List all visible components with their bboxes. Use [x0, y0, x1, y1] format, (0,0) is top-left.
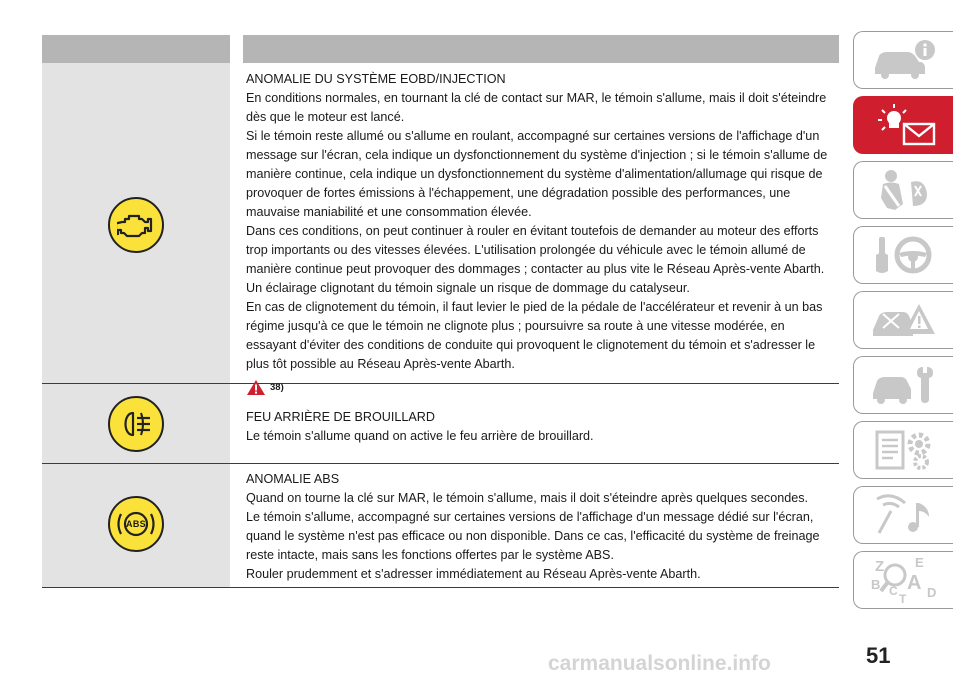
key-steering-wheel-icon [869, 233, 939, 277]
abs-icon-label: ABS [126, 519, 146, 529]
table-header-left [42, 35, 230, 63]
row-divider [42, 587, 839, 588]
abs-section [246, 470, 838, 584]
abs-title: ANOMALIE ABS [246, 472, 340, 486]
eobd-paragraph: En cas de clignotement du témoin, il faut levier le pied de la pédale de l'accélérateur et revenir à un bas régime jusqu'à ce que le témoin ne clignote plus ; poursuivre sa route à une vitesse modérée, en essayant d'éviter des conditions de conduite qui provoquent le clignotement du témoin et s'adresser le plus tôt possible au Réseau Après-vente Abarth. [246, 300, 823, 371]
rear-fog-light-icon [108, 396, 164, 452]
tab-warning-lights[interactable] [853, 96, 953, 154]
eobd-paragraph: Dans ces conditions, on peut continuer à rouler en évitant toutefois de demander au moteur des efforts trop importants ou des vitesses élevées. L'utilisation prolongée du véhicule avec le témoin allumé de manière continue peut provoquer des dommages ; contacter au plus vite le Réseau Après-vente Abarth. [246, 224, 825, 276]
multimedia-music-icon [869, 493, 939, 537]
table-header-right [243, 35, 839, 63]
abs-lamp-cell [42, 496, 230, 552]
tab-technical-data[interactable] [853, 421, 953, 479]
maintenance-wrench-icon [869, 363, 939, 407]
svg-text:B: B [870, 577, 880, 592]
svg-text:A: A [906, 572, 921, 594]
tab-emergency[interactable] [853, 291, 953, 349]
warning-triangle-icon [246, 379, 266, 396]
abs-paragraph: Quand on tourne la clé sur MAR, le témoin s'allume, mais il doit s'éteindre après quelques secondes. [246, 491, 809, 505]
eobd-title: ANOMALIE DU SYSTÈME EOBD/INJECTION [246, 72, 506, 86]
safety-seatbelt-airbag-icon [869, 168, 939, 212]
tab-safety[interactable] [853, 161, 953, 219]
svg-text:Z: Z [874, 558, 884, 575]
eobd-paragraph: Si le témoin reste allumé ou s'allume en roulant, accompagné sur certaines versions de l'affichage d'un message sur l'écran, cela indique un dysfonctionnement du système d'injection ; si le témoin s'allume de manière continue, cela indique un dysfonctionnement du système d'alimentation/allumage qui risque de provoquer de fortes émissions à l'échappement, une dégradation possible des performances, une mauvaise maniabilité et une consommation élevée. [246, 129, 828, 219]
svg-text:T: T [898, 592, 906, 605]
warning-reference[interactable] [246, 378, 838, 397]
tab-key-steering[interactable] [853, 226, 953, 284]
tab-multimedia[interactable] [853, 486, 953, 544]
engine-check-icon [108, 197, 164, 253]
technical-data-gear-icon [869, 428, 939, 472]
eobd-paragraph: Un éclairage clignotant du témoin signale un risque de dommage du catalyseur. [246, 281, 690, 295]
abs-paragraph: Le témoin s'allume, accompagné sur certaines versions de l'affichage d'un message dédié sur l'écran, quand le système n'est pas efficace ou non disponible. Dans ce cas, l'efficacité du système de freinage reste intacte, mais sans les fonctions offertes par le système ABS. [246, 510, 820, 562]
alphabetical-index-icon [869, 555, 939, 605]
fog-lamp-cell [42, 396, 230, 452]
fog-section [246, 408, 838, 446]
emergency-breakdown-icon [869, 298, 939, 342]
abs-paragraph: Rouler prudemment et s'adresser immédiatement au Réseau Après-vente Abarth. [246, 567, 701, 581]
warning-reference-number: 38) [270, 382, 284, 393]
svg-text:E: E [914, 555, 924, 570]
car-info-icon [869, 38, 939, 82]
eobd-section [246, 70, 838, 397]
abs-warning-icon [108, 496, 164, 552]
eobd-paragraph: En conditions normales, en tournant la clé de contact sur MAR, le témoin s'allume, mais il doit s'éteindre dès que le moteur est lancé. [246, 91, 827, 124]
eobd-lamp-cell [42, 197, 230, 253]
tab-index[interactable] [853, 551, 953, 609]
warning-lights-message-icon [868, 102, 940, 148]
chapter-tabs [853, 31, 953, 616]
svg-text:D: D [926, 585, 936, 600]
svg-text:C: C [888, 584, 898, 598]
fog-title: FEU ARRIÈRE DE BROUILLARD [246, 410, 435, 424]
watermark: carmanualsonline.info [548, 652, 771, 675]
fog-paragraph: Le témoin s'allume quand on active le feu arrière de brouillard. [246, 429, 594, 443]
page-number: 51 [866, 643, 891, 668]
tab-maintenance[interactable] [853, 356, 953, 414]
tab-car-info[interactable] [853, 31, 953, 89]
row-divider [42, 463, 839, 464]
